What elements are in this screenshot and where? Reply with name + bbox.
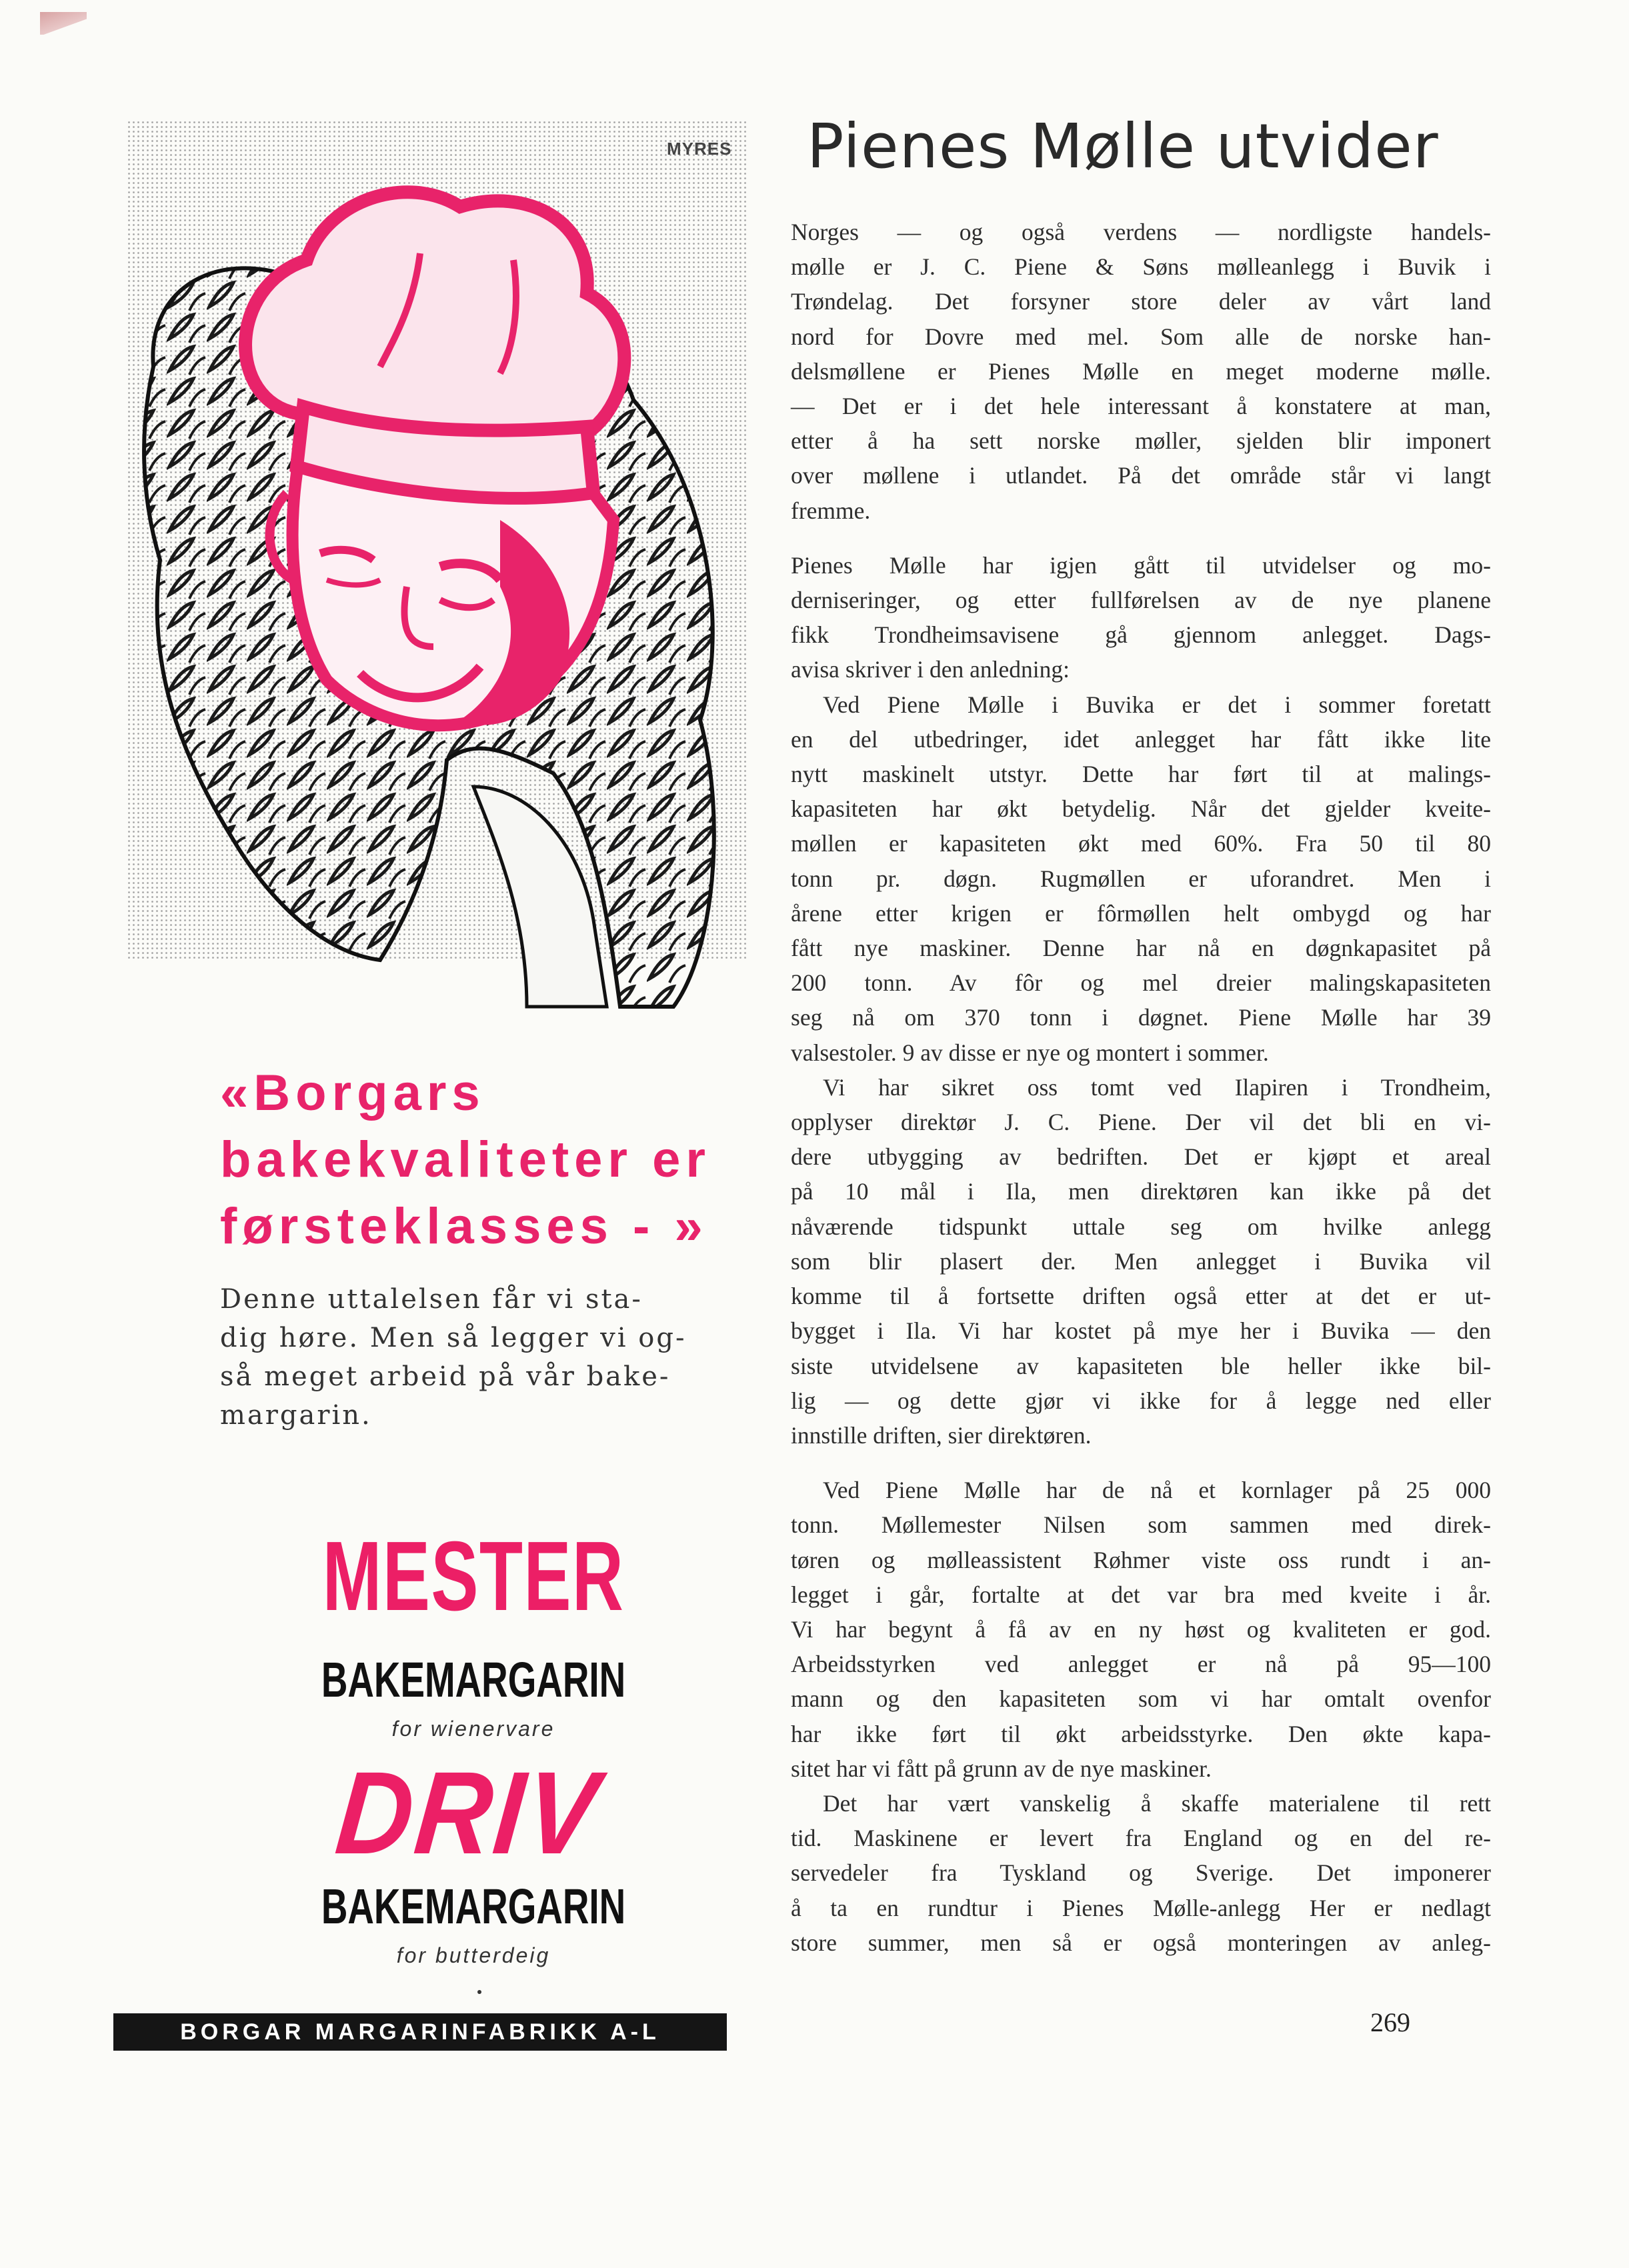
article-line: siste utvidelsene av kapasiteten ble heller ikke bil-	[791, 1352, 1491, 1379]
quote-line: førsteklasses - »	[220, 1198, 708, 1255]
ad-body-line: margarin.	[220, 1400, 372, 1431]
article-line: Ved Piene Mølle har de nå et kornlager på 25 000	[823, 1477, 1491, 1504]
article-line: servedeler fra Tyskland og Sverige. Det imponerer	[791, 1859, 1491, 1887]
article-body	[791, 215, 1491, 1960]
driv-brand: DRIV	[331, 1748, 605, 1879]
article-line: over møllene i utlandet. På det område står vi langt	[791, 462, 1491, 489]
article-line: mølle er J. C. Piene & Søns mølleanlegg i Buvik i	[791, 253, 1491, 281]
article-line: store summer, men så er også monteringen av anleg-	[791, 1929, 1491, 1956]
article-line: tøren og mølleassistent Røhmer viste oss rundt i an-	[791, 1546, 1491, 1573]
article-line: — Det er i det hele interessant å konstatere at man,	[791, 393, 1491, 420]
article-line: bygget i Ila. Vi har kostet på mye her i Buvika — den	[791, 1317, 1491, 1345]
article-line: Trøndelag. Det forsyner store deler av vårt land	[791, 288, 1491, 315]
advertisement	[107, 120, 753, 2045]
ad-quote	[220, 1060, 767, 1260]
article-line: kapasiteten har økt betydelig. Når det gjelder kveite-	[791, 795, 1491, 823]
company-bar: BORGAR MARGARINFABRIKK A-L	[113, 2013, 727, 2051]
corner-mark	[40, 12, 87, 35]
article-line: møllen er kapasiteten økt med 60%. Fra 50 til 80	[791, 830, 1491, 857]
ad-body-line: Denne uttalelsen får vi sta-	[220, 1284, 643, 1315]
article-line: dere utbygging av bedriften. Det er kjøpt et areal	[791, 1143, 1491, 1171]
mester-type: BAKEMARGARIN	[321, 1652, 626, 1707]
article-line: fått nye maskiner. Denne har nå en døgnkapasitet på	[791, 935, 1491, 962]
article-line: nord for Dovre med mel. Som alle de norske han-	[791, 323, 1491, 350]
artist-signature: MYRES	[667, 139, 732, 159]
article-line: mann og den kapasiteten som vi har omtalt ovenfor	[791, 1685, 1491, 1713]
article-line: Vi har begynt å få av en ny høst og kvaliteten er god.	[791, 1615, 1491, 1643]
page-number: 269	[1370, 2007, 1410, 2037]
paragraph-gap	[791, 1453, 1491, 1473]
article-line: tonn. Møllemester Nilsen som sammen med direk-	[791, 1511, 1491, 1539]
article-line: fikk Trondheimsavisene gå gjennom anlegget. Dags-	[791, 621, 1491, 649]
article-line: lig — og dette gjør vi ikke for å legge ned eller	[791, 1387, 1491, 1414]
article-line: Pienes Mølle har igjen gått til utvidelser og mo-	[791, 551, 1491, 579]
article-line: Arbeidsstyrken ved anlegget er nå på 95—100	[791, 1651, 1491, 1678]
article-line: legget i går, fortalte at det var bra med kveite i år.	[791, 1581, 1491, 1608]
article-line: etter å ha sett norske møller, sjelden blir imponert	[791, 427, 1491, 455]
article-line: opplyser direktør J. C. Piene. Der vil det bli en vi-	[791, 1109, 1491, 1136]
article-line: delsmøllene er Pienes Mølle en meget moderne mølle.	[791, 357, 1491, 385]
article-line: nytt maskinelt utstyr. Dette har ført til at malings-	[791, 761, 1491, 788]
article-line: komme til å fortsette driften også etter at det er ut-	[791, 1283, 1491, 1310]
article-line: nåværende tidspunkt uttale seg om hvilke anlegg	[791, 1213, 1491, 1240]
ad-body-text	[220, 1280, 753, 1435]
article-line: Vi har sikret oss tomt ved Ilapiren i Trondheim,	[823, 1073, 1491, 1101]
mester-brand: MESTER	[322, 1521, 625, 1631]
article-title: Pienes Mølle utvider	[807, 111, 1439, 182]
article-line: tonn pr. døgn. Rugmøllen er uforandret. Men i	[791, 865, 1491, 892]
article-line: fremme.	[791, 497, 871, 524]
article-line: sitet har vi fått på grunn av de nye maskiner.	[791, 1755, 1212, 1782]
article-line: Ved Piene Mølle i Buvika er det i sommer foretatt	[823, 691, 1491, 718]
article-line: har ikke ført til økt arbeidsstyrke. Den økte kapa-	[791, 1720, 1491, 1747]
driv-type: BAKEMARGARIN	[321, 1879, 626, 1934]
driv-usage: for butterdeig	[396, 1943, 551, 1967]
article-line: Norges — og også verdens — nordligste handels-	[791, 219, 1491, 245]
ad-body-line: så meget arbeid på vår bake-	[220, 1361, 671, 1392]
paragraph-gap	[791, 528, 1491, 548]
article-line: avisa skriver i den anledning:	[791, 656, 1070, 683]
ad-body-line: dig høre. Men så legger vi og-	[220, 1323, 687, 1353]
mester-usage: for wienervare	[391, 1717, 555, 1741]
article-line: valsestoler. 9 av disse er nye og montert i sommer.	[791, 1039, 1269, 1066]
article-line: som blir plasert der. Men anlegget i Buvika vil	[791, 1247, 1491, 1275]
article-line: årene etter krigen er fôrmøllen helt ombygd og har	[791, 899, 1491, 927]
baker-illustration	[127, 120, 747, 1080]
article-line: en del utbedringer, idet anlegget har fått ikke lite	[791, 725, 1491, 753]
article-line: 200 tonn. Av fôr og mel dreier malingskapasiteten	[791, 969, 1491, 997]
quote-line: «Borgars	[220, 1065, 485, 1121]
article-line: seg nå om 370 tonn i døgnet. Piene Mølle har 39	[791, 1004, 1491, 1031]
article-line: å ta en rundtur i Pienes Mølle-anlegg Her er nedlagt	[791, 1894, 1491, 1921]
article-line: på 10 mål i Ila, men direktøren kan ikke på det	[791, 1178, 1491, 1205]
article-line: innstille driften, sier direktøren.	[791, 1421, 1092, 1449]
article-line: derniseringer, og etter fullførelsen av de nye planene	[791, 587, 1491, 614]
quote-line: bakekvaliteter er	[220, 1131, 711, 1188]
bullet-dot	[477, 1990, 481, 1994]
article-line: Det har vært vanskelig å skaffe materialene til rett	[823, 1789, 1491, 1817]
article-line: tid. Maskinene er levert fra England og en del re-	[791, 1825, 1491, 1852]
